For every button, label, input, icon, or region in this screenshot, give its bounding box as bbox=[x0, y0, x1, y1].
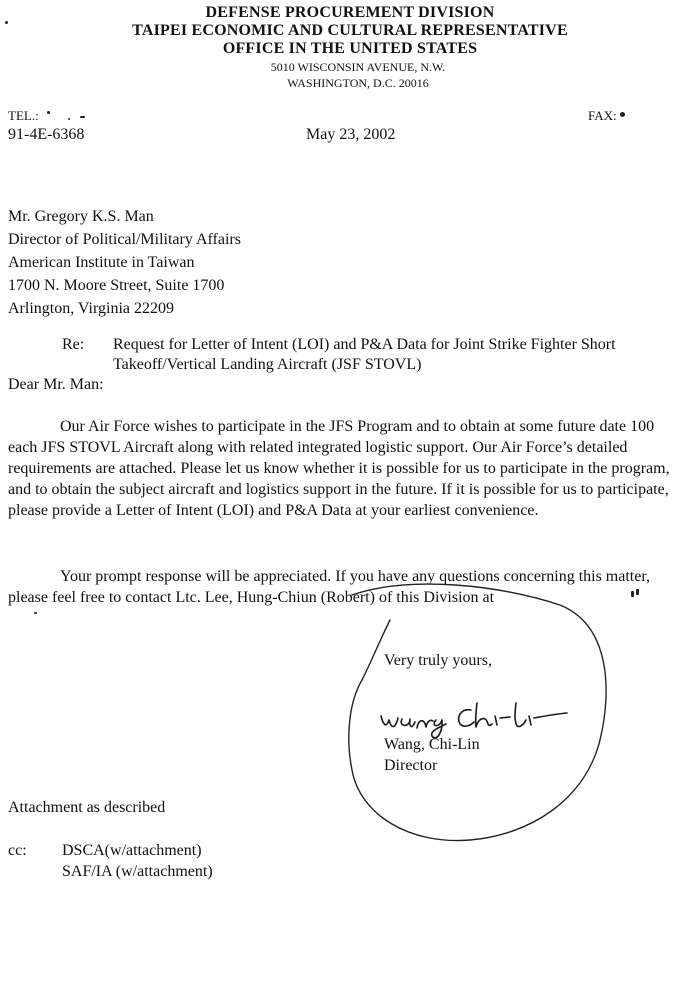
recipient-street: 1700 N. Moore Street, Suite 1700 bbox=[8, 277, 225, 294]
letter-date: May 23, 2002 bbox=[306, 126, 396, 143]
recipient-title: Director of Political/Military Affairs bbox=[8, 231, 241, 248]
redacted-mark bbox=[636, 589, 639, 595]
signer-title: Director bbox=[384, 757, 438, 774]
redacted-mark bbox=[68, 118, 70, 120]
body-paragraph-2-text: Your prompt response will be appreciated. If you have any questions concerning this matter, please feel free to contact Ltc. Lee, Hung-Chiun (Robert) of this Division at bbox=[8, 568, 651, 606]
cc-label: cc: bbox=[8, 842, 27, 859]
redacted-mark bbox=[620, 112, 625, 117]
cc-recipient: DSCA(w/attachment) bbox=[62, 842, 202, 859]
subject-label: Re: bbox=[62, 336, 85, 353]
reference-number: 91-4E-6368 bbox=[8, 126, 85, 143]
body-paragraph-1-text: Our Air Force wishes to participate in the JFS Program and to obtain at some future date 100 each JFS STOVL Aircraft along with related integrated logistic support. Our Air Force’s detailed requirements are attached. Please let us know whether it is possible for us to participate in the program, and to obtain the subject aircraft and logistics support in the future. If it is possible for us to participate, please provide a Letter of Intent (LOI) and P&A Data at your earliest convenience. bbox=[8, 418, 670, 519]
cc-recipient: SAF/IA (w/attachment) bbox=[62, 863, 213, 880]
redacted-mark bbox=[47, 111, 50, 114]
letterhead-office-line2: OFFICE IN THE UNITED STATES bbox=[222, 40, 478, 57]
subject-line-1: Request for Letter of Intent (LOI) and P&A Data for Joint Strike Fighter Short bbox=[113, 336, 616, 353]
fax-label: FAX: bbox=[588, 108, 617, 123]
recipient-name: Mr. Gregory K.S. Man bbox=[8, 208, 154, 225]
letterhead-office-line1: TAIPEI ECONOMIC AND CULTURAL REPRESENTATIVE bbox=[132, 22, 568, 39]
body-paragraph-2 bbox=[8, 566, 673, 608]
letterhead-address-street: 5010 WISCONSIN AVENUE, N.W. bbox=[270, 60, 446, 74]
body-paragraph-1 bbox=[8, 416, 673, 521]
handwritten-signature bbox=[381, 703, 567, 738]
tel-label: TEL.: bbox=[8, 108, 39, 123]
hand-drawn-circle bbox=[349, 584, 606, 840]
letterhead-address-city: WASHINGTON, D.C. 20016 bbox=[287, 76, 429, 90]
subject-line-2: Takeoff/Vertical Landing Aircraft (JSF STOVL) bbox=[113, 356, 422, 373]
scan-speck bbox=[5, 21, 8, 24]
redacted-mark bbox=[80, 116, 85, 118]
salutation: Dear Mr. Man: bbox=[8, 376, 104, 393]
letterhead-division: DEFENSE PROCUREMENT DIVISION bbox=[205, 4, 495, 21]
complimentary-close: Very truly yours, bbox=[384, 652, 492, 669]
attachment-note: Attachment as described bbox=[8, 799, 166, 816]
recipient-city: Arlington, Virginia 22209 bbox=[8, 300, 174, 317]
scan-speck bbox=[34, 612, 37, 614]
signer-name: Wang, Chi-Lin bbox=[384, 736, 480, 753]
redacted-mark bbox=[631, 591, 634, 597]
recipient-organization: American Institute in Taiwan bbox=[8, 254, 195, 271]
